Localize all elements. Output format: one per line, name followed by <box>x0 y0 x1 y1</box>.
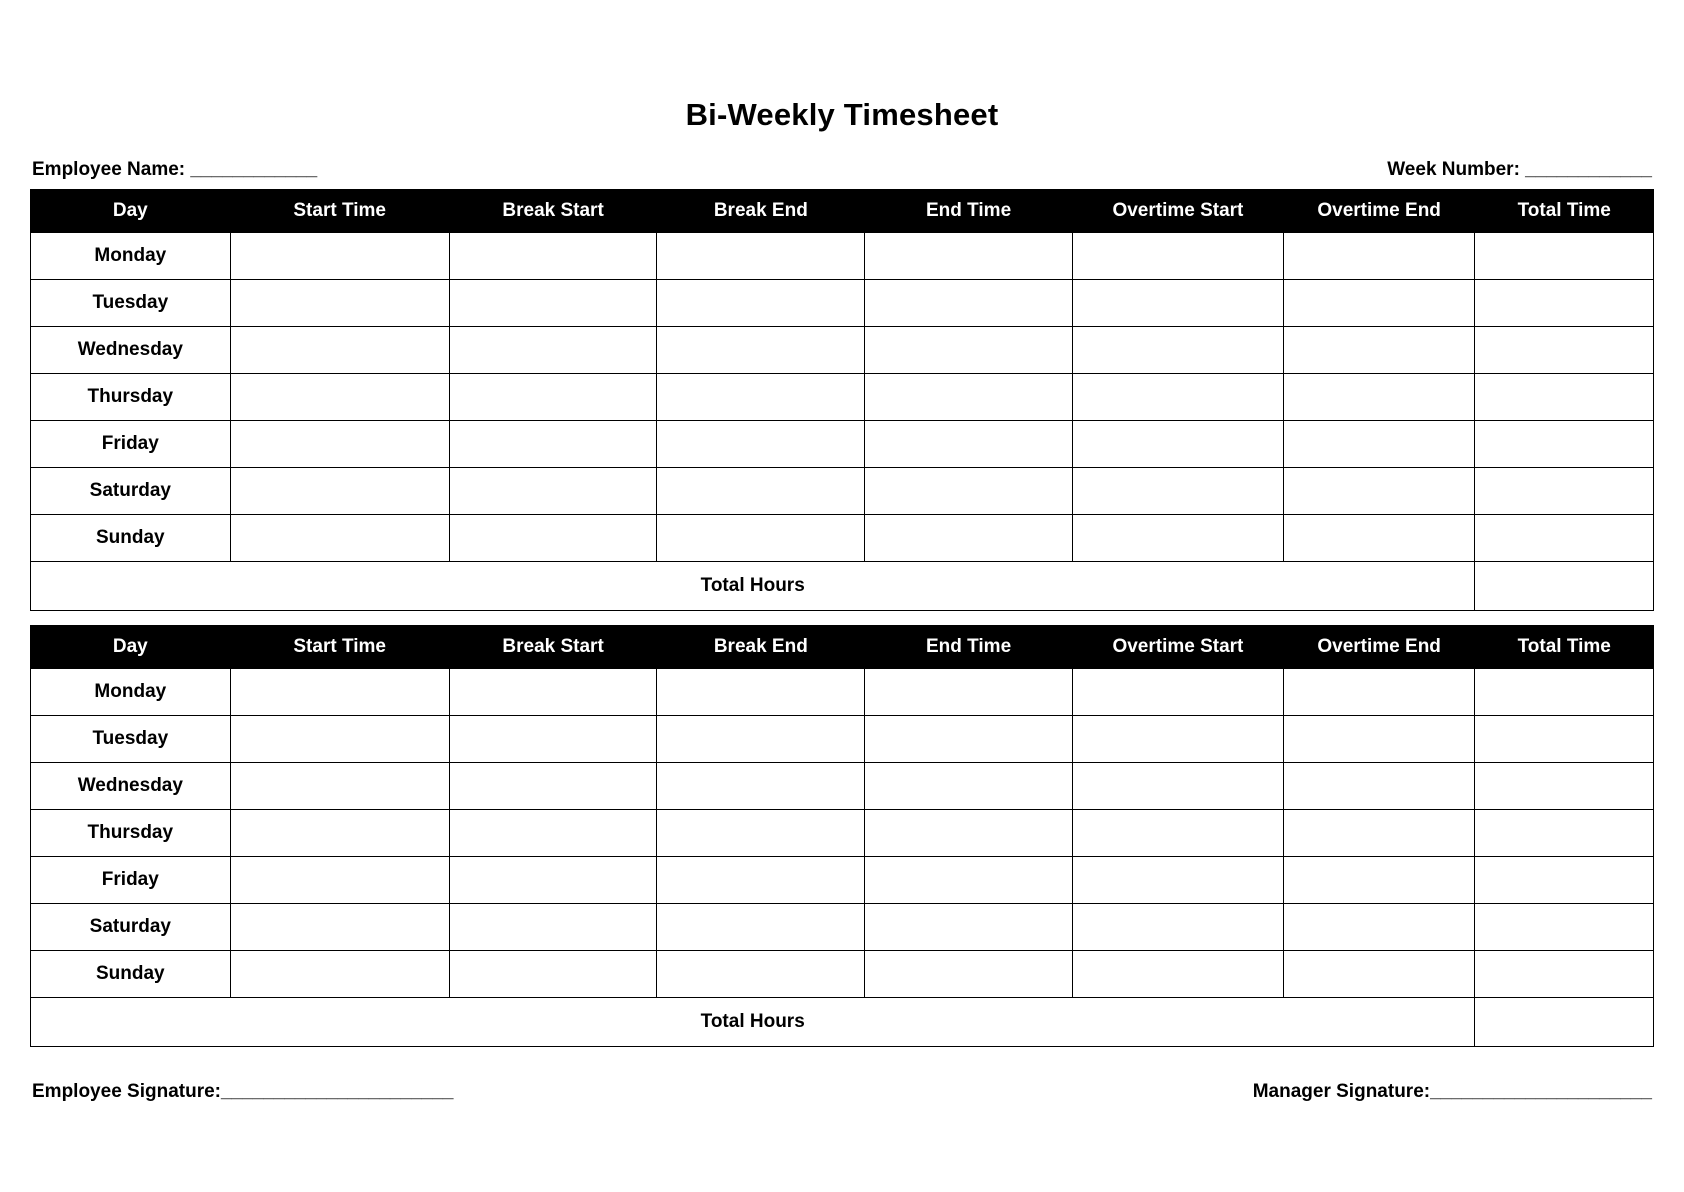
column-header-total-time: Total Time <box>1475 190 1654 233</box>
cell-overtime-end[interactable] <box>1283 904 1475 951</box>
cell-break-end[interactable] <box>657 951 865 998</box>
cell-end-time[interactable] <box>865 374 1073 421</box>
week-1-body <box>31 233 1654 562</box>
cell-break-end[interactable] <box>657 857 865 904</box>
table-row <box>31 327 1654 374</box>
cell-start-time[interactable] <box>230 763 449 810</box>
cell-break-end[interactable] <box>657 810 865 857</box>
cell-end-time[interactable] <box>865 327 1073 374</box>
cell-start-time[interactable] <box>230 716 449 763</box>
table-row <box>31 669 1654 716</box>
cell-overtime-end[interactable] <box>1283 280 1475 327</box>
cell-overtime-start[interactable] <box>1072 280 1283 327</box>
cell-total-time[interactable] <box>1475 327 1654 374</box>
cell-break-start[interactable] <box>449 669 657 716</box>
table-row <box>31 233 1654 280</box>
cell-total-time[interactable] <box>1475 233 1654 280</box>
cell-overtime-end[interactable] <box>1283 468 1475 515</box>
cell-end-time[interactable] <box>865 763 1073 810</box>
cell-break-start[interactable] <box>449 763 657 810</box>
page-title: Bi-Weekly Timesheet <box>685 97 999 132</box>
cell-overtime-start[interactable] <box>1072 327 1283 374</box>
cell-overtime-end[interactable] <box>1283 421 1475 468</box>
day-label: Sunday <box>31 515 231 562</box>
cell-total-time[interactable] <box>1475 280 1654 327</box>
column-header-break-start: Break Start <box>449 190 657 233</box>
column-header-end-time: End Time <box>865 190 1073 233</box>
column-header-break-end: Break End <box>657 190 865 233</box>
cell-overtime-start[interactable] <box>1072 421 1283 468</box>
cell-end-time[interactable] <box>865 904 1073 951</box>
column-header-day: Day <box>31 190 231 233</box>
week-2-body <box>31 669 1654 998</box>
cell-end-time[interactable] <box>865 515 1073 562</box>
cell-total-time[interactable] <box>1475 857 1654 904</box>
cell-overtime-end[interactable] <box>1283 716 1475 763</box>
cell-break-end[interactable] <box>657 904 865 951</box>
cell-break-start[interactable] <box>449 904 657 951</box>
day-label: Saturday <box>31 468 231 515</box>
cell-start-time[interactable] <box>230 468 449 515</box>
cell-overtime-start[interactable] <box>1072 515 1283 562</box>
cell-overtime-start[interactable] <box>1072 857 1283 904</box>
cell-start-time[interactable] <box>230 233 449 280</box>
cell-end-time[interactable] <box>865 280 1073 327</box>
cell-break-end[interactable] <box>657 374 865 421</box>
day-label: Wednesday <box>31 327 231 374</box>
cell-break-start[interactable] <box>449 857 657 904</box>
cell-break-end[interactable] <box>657 233 865 280</box>
cell-start-time[interactable] <box>230 669 449 716</box>
table-row <box>31 468 1654 515</box>
column-header-break-start: Break Start <box>449 626 657 669</box>
column-header-start-time: Start Time <box>230 190 449 233</box>
week-number-field[interactable]: Week Number: ____________ <box>1387 159 1652 180</box>
day-label: Monday <box>31 669 231 716</box>
day-label: Monday <box>31 233 231 280</box>
day-label: Wednesday <box>31 763 231 810</box>
table-row <box>31 374 1654 421</box>
column-header-total-time: Total Time <box>1475 626 1654 669</box>
table-header-row <box>31 190 1654 233</box>
cell-end-time[interactable] <box>865 951 1073 998</box>
week-2-footer <box>31 998 1654 1047</box>
cell-start-time[interactable] <box>230 951 449 998</box>
cell-total-time[interactable] <box>1475 810 1654 857</box>
cell-break-start[interactable] <box>449 327 657 374</box>
cell-start-time[interactable] <box>230 904 449 951</box>
cell-end-time[interactable] <box>865 468 1073 515</box>
cell-total-time[interactable] <box>1475 716 1654 763</box>
cell-break-end[interactable] <box>657 716 865 763</box>
total-hours-row <box>31 998 1654 1047</box>
table-row <box>31 716 1654 763</box>
cell-overtime-start[interactable] <box>1072 716 1283 763</box>
cell-break-end[interactable] <box>657 515 865 562</box>
manager-signature-field[interactable]: Manager Signature:_____________________ <box>1252 1081 1652 1102</box>
cell-overtime-start[interactable] <box>1072 669 1283 716</box>
total-hours-label: Total Hours <box>31 998 1475 1047</box>
table-row <box>31 515 1654 562</box>
cell-break-start[interactable] <box>449 374 657 421</box>
cell-overtime-end[interactable] <box>1283 763 1475 810</box>
cell-start-time[interactable] <box>230 374 449 421</box>
cell-break-end[interactable] <box>657 468 865 515</box>
total-hours-label: Total Hours <box>31 562 1475 611</box>
table-row <box>31 280 1654 327</box>
cell-break-start[interactable] <box>449 810 657 857</box>
table-spacer <box>30 611 1654 617</box>
week-1-footer <box>31 562 1654 611</box>
cell-total-time[interactable] <box>1475 421 1654 468</box>
day-label: Thursday <box>31 810 231 857</box>
column-header-overtime-end: Overtime End <box>1283 190 1475 233</box>
cell-overtime-end[interactable] <box>1283 515 1475 562</box>
cell-overtime-end[interactable] <box>1283 951 1475 998</box>
day-label: Friday <box>31 857 231 904</box>
cell-overtime-end[interactable] <box>1283 857 1475 904</box>
cell-break-start[interactable] <box>449 280 657 327</box>
cell-overtime-start[interactable] <box>1072 951 1283 998</box>
total-hours-value[interactable] <box>1475 998 1654 1047</box>
cell-end-time[interactable] <box>865 421 1073 468</box>
cell-total-time[interactable] <box>1475 374 1654 421</box>
cell-overtime-end[interactable] <box>1283 327 1475 374</box>
table-row <box>31 810 1654 857</box>
cell-end-time[interactable] <box>865 669 1073 716</box>
cell-break-start[interactable] <box>449 716 657 763</box>
total-hours-value[interactable] <box>1475 562 1654 611</box>
cell-overtime-end[interactable] <box>1283 810 1475 857</box>
cell-overtime-end[interactable] <box>1283 233 1475 280</box>
cell-overtime-start[interactable] <box>1072 374 1283 421</box>
cell-start-time[interactable] <box>230 857 449 904</box>
cell-break-end[interactable] <box>657 669 865 716</box>
day-label: Thursday <box>31 374 231 421</box>
column-header-day: Day <box>31 626 231 669</box>
cell-end-time[interactable] <box>865 233 1073 280</box>
cell-total-time[interactable] <box>1475 468 1654 515</box>
cell-break-end[interactable] <box>657 280 865 327</box>
cell-break-start[interactable] <box>449 421 657 468</box>
cell-break-end[interactable] <box>657 327 865 374</box>
cell-total-time[interactable] <box>1475 904 1654 951</box>
cell-total-time[interactable] <box>1475 951 1654 998</box>
meta-row <box>30 159 1654 181</box>
day-label: Friday <box>31 421 231 468</box>
week-1-table <box>30 189 1654 611</box>
cell-overtime-start[interactable] <box>1072 810 1283 857</box>
cell-break-start[interactable] <box>449 951 657 998</box>
cell-total-time[interactable] <box>1475 763 1654 810</box>
cell-total-time[interactable] <box>1475 669 1654 716</box>
total-hours-row <box>31 562 1654 611</box>
cell-overtime-end[interactable] <box>1283 374 1475 421</box>
column-header-start-time: Start Time <box>230 626 449 669</box>
cell-break-start[interactable] <box>449 468 657 515</box>
table-row <box>31 421 1654 468</box>
day-label: Saturday <box>31 904 231 951</box>
table-row <box>31 951 1654 998</box>
cell-overtime-start[interactable] <box>1072 904 1283 951</box>
cell-start-time[interactable] <box>230 327 449 374</box>
column-header-end-time: End Time <box>865 626 1073 669</box>
cell-break-end[interactable] <box>657 421 865 468</box>
employee-name-field[interactable]: Employee Name: ____________ <box>32 159 318 180</box>
employee-signature-field[interactable]: Employee Signature:______________________ <box>32 1081 454 1102</box>
cell-overtime-start[interactable] <box>1072 468 1283 515</box>
week-2-header <box>31 626 1654 669</box>
cell-end-time[interactable] <box>865 810 1073 857</box>
column-header-overtime-start: Overtime Start <box>1072 190 1283 233</box>
cell-end-time[interactable] <box>865 716 1073 763</box>
table-row <box>31 904 1654 951</box>
cell-break-start[interactable] <box>449 233 657 280</box>
week-2-table <box>30 625 1654 1047</box>
cell-overtime-end[interactable] <box>1283 669 1475 716</box>
cell-end-time[interactable] <box>865 857 1073 904</box>
day-label: Tuesday <box>31 716 231 763</box>
table-row <box>31 763 1654 810</box>
table-header-row <box>31 626 1654 669</box>
cell-start-time[interactable] <box>230 280 449 327</box>
cell-total-time[interactable] <box>1475 515 1654 562</box>
table-row <box>31 857 1654 904</box>
day-label: Sunday <box>31 951 231 998</box>
cell-break-start[interactable] <box>449 515 657 562</box>
cell-overtime-start[interactable] <box>1072 233 1283 280</box>
cell-break-end[interactable] <box>657 763 865 810</box>
cell-overtime-start[interactable] <box>1072 763 1283 810</box>
cell-start-time[interactable] <box>230 515 449 562</box>
cell-start-time[interactable] <box>230 421 449 468</box>
day-label: Tuesday <box>31 280 231 327</box>
column-header-break-end: Break End <box>657 626 865 669</box>
column-header-overtime-start: Overtime Start <box>1072 626 1283 669</box>
week-1-header <box>31 190 1654 233</box>
signature-row <box>30 1081 1654 1103</box>
cell-start-time[interactable] <box>230 810 449 857</box>
column-header-overtime-end: Overtime End <box>1283 626 1475 669</box>
